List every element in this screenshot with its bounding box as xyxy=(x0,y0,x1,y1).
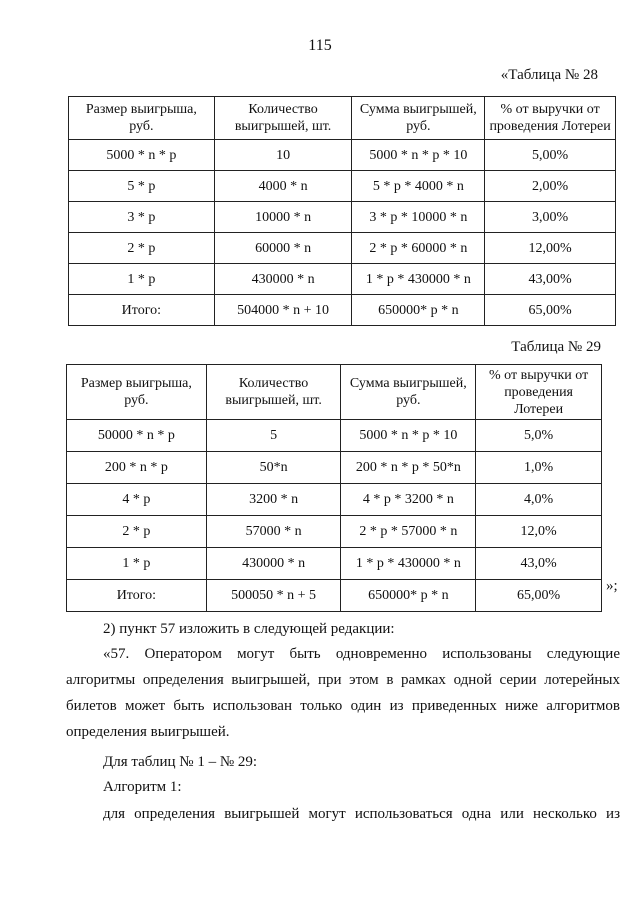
table-cell: 504000 * n + 10 xyxy=(214,295,352,326)
table-row xyxy=(69,233,616,264)
table-cell: 5,0% xyxy=(476,420,602,452)
table-cell: 3200 * n xyxy=(206,484,341,516)
table-cell: 500050 * n + 5 xyxy=(206,580,341,612)
table-cell: 1 * p * 430000 * n xyxy=(352,264,485,295)
table-cell: 60000 * n xyxy=(214,233,352,264)
table-cell: 430000 * n xyxy=(214,264,352,295)
table-cell: 2,00% xyxy=(485,171,616,202)
table-cell: 2 * p * 57000 * n xyxy=(341,516,476,548)
table-28 xyxy=(68,96,616,326)
header-cell: Сумма выигрышей, руб. xyxy=(352,97,485,140)
table-total-row xyxy=(69,295,616,326)
clause-line: алгоритмы определения выигрышей, при этом в рамках одной серии лотерейных xyxy=(66,672,620,688)
item-2-paragraph: 2) пункт 57 изложить в следующей редакции: xyxy=(103,621,395,637)
table-row xyxy=(67,516,602,548)
algorithm-heading: Алгоритм 1: xyxy=(103,779,182,795)
table-cell: 3 * p xyxy=(69,202,215,233)
table-row xyxy=(69,140,616,171)
page-number: 115 xyxy=(308,37,332,54)
table-cell: 57000 * n xyxy=(206,516,341,548)
table-total-row xyxy=(67,580,602,612)
clause-line: билетов может быть использован только один из приведенных ниже алгоритмов xyxy=(66,698,620,714)
table-row xyxy=(67,420,602,452)
table-header-row xyxy=(67,365,602,420)
table-cell: 4 * p xyxy=(67,484,207,516)
table-cell: 5 xyxy=(206,420,341,452)
table-cell: Итого: xyxy=(67,580,207,612)
table-cell: 650000* p * n xyxy=(341,580,476,612)
table-cell: 65,00% xyxy=(485,295,616,326)
table-row xyxy=(69,171,616,202)
clause-57-paragraph xyxy=(66,641,620,745)
table-cell: 65,00% xyxy=(476,580,602,612)
table-cell: 3,00% xyxy=(485,202,616,233)
header-cell: Размер выигрыша, руб. xyxy=(69,97,215,140)
table-cell: 5000 * n * p xyxy=(69,140,215,171)
table-cell: 4,0% xyxy=(476,484,602,516)
table-cell: 43,0% xyxy=(476,548,602,580)
header-cell: Количество выигрышей, шт. xyxy=(214,97,352,140)
table-cell: 2 * p xyxy=(69,233,215,264)
table-row xyxy=(67,452,602,484)
table-cell: 1,0% xyxy=(476,452,602,484)
table-cell: 4 * p * 3200 * n xyxy=(341,484,476,516)
clause-line: «57. Оператором могут быть одновременно использованы следующие xyxy=(103,646,620,662)
header-cell: % от выручки от проведения Лотереи xyxy=(476,365,602,420)
table-cell: 2 * p * 60000 * n xyxy=(352,233,485,264)
table-cell: 5 * p xyxy=(69,171,215,202)
table-cell: 650000* p * n xyxy=(352,295,485,326)
table-cell: 5,00% xyxy=(485,140,616,171)
for-tables-paragraph: Для таблиц № 1 – № 29: xyxy=(103,754,258,770)
table-29-caption: Таблица № 29 xyxy=(511,339,601,355)
closing-quote-mark: »; xyxy=(606,578,618,594)
table-cell: 1 * p xyxy=(69,264,215,295)
table-cell: 4000 * n xyxy=(214,171,352,202)
table-cell: 2 * p xyxy=(67,516,207,548)
table-cell: 1 * p * 430000 * n xyxy=(341,548,476,580)
table-cell: 50*n xyxy=(206,452,341,484)
table-row xyxy=(67,548,602,580)
table-cell: 12,00% xyxy=(485,233,616,264)
table-cell: 10000 * n xyxy=(214,202,352,233)
table-cell: 200 * n * p xyxy=(67,452,207,484)
header-cell: % от выручки от проведения Лотереи xyxy=(485,97,616,140)
table-cell: 430000 * n xyxy=(206,548,341,580)
table-cell: 200 * n * p * 50*n xyxy=(341,452,476,484)
table-cell: Итого: xyxy=(69,295,215,326)
clause-line: определения выигрышей. xyxy=(66,724,230,740)
table-cell: 1 * p xyxy=(67,548,207,580)
table-cell: 5000 * n * p * 10 xyxy=(352,140,485,171)
header-cell: Количество выигрышей, шт. xyxy=(206,365,341,420)
header-cell: Сумма выигрышей, руб. xyxy=(341,365,476,420)
table-row xyxy=(69,202,616,233)
table-cell: 10 xyxy=(214,140,352,171)
table-29 xyxy=(66,364,602,612)
table-cell: 5000 * n * p * 10 xyxy=(341,420,476,452)
table-row xyxy=(69,264,616,295)
table-header-row xyxy=(69,97,616,140)
header-cell: Размер выигрыша, руб. xyxy=(67,365,207,420)
table-cell: 43,00% xyxy=(485,264,616,295)
table-cell: 5 * p * 4000 * n xyxy=(352,171,485,202)
table-cell: 3 * p * 10000 * n xyxy=(352,202,485,233)
algorithm-text: для определения выигрышей могут использоваться одна или несколько из xyxy=(103,806,620,822)
table-cell: 12,0% xyxy=(476,516,602,548)
table-28-caption: «Таблица № 28 xyxy=(500,67,598,83)
table-cell: 50000 * n * p xyxy=(67,420,207,452)
table-row xyxy=(67,484,602,516)
